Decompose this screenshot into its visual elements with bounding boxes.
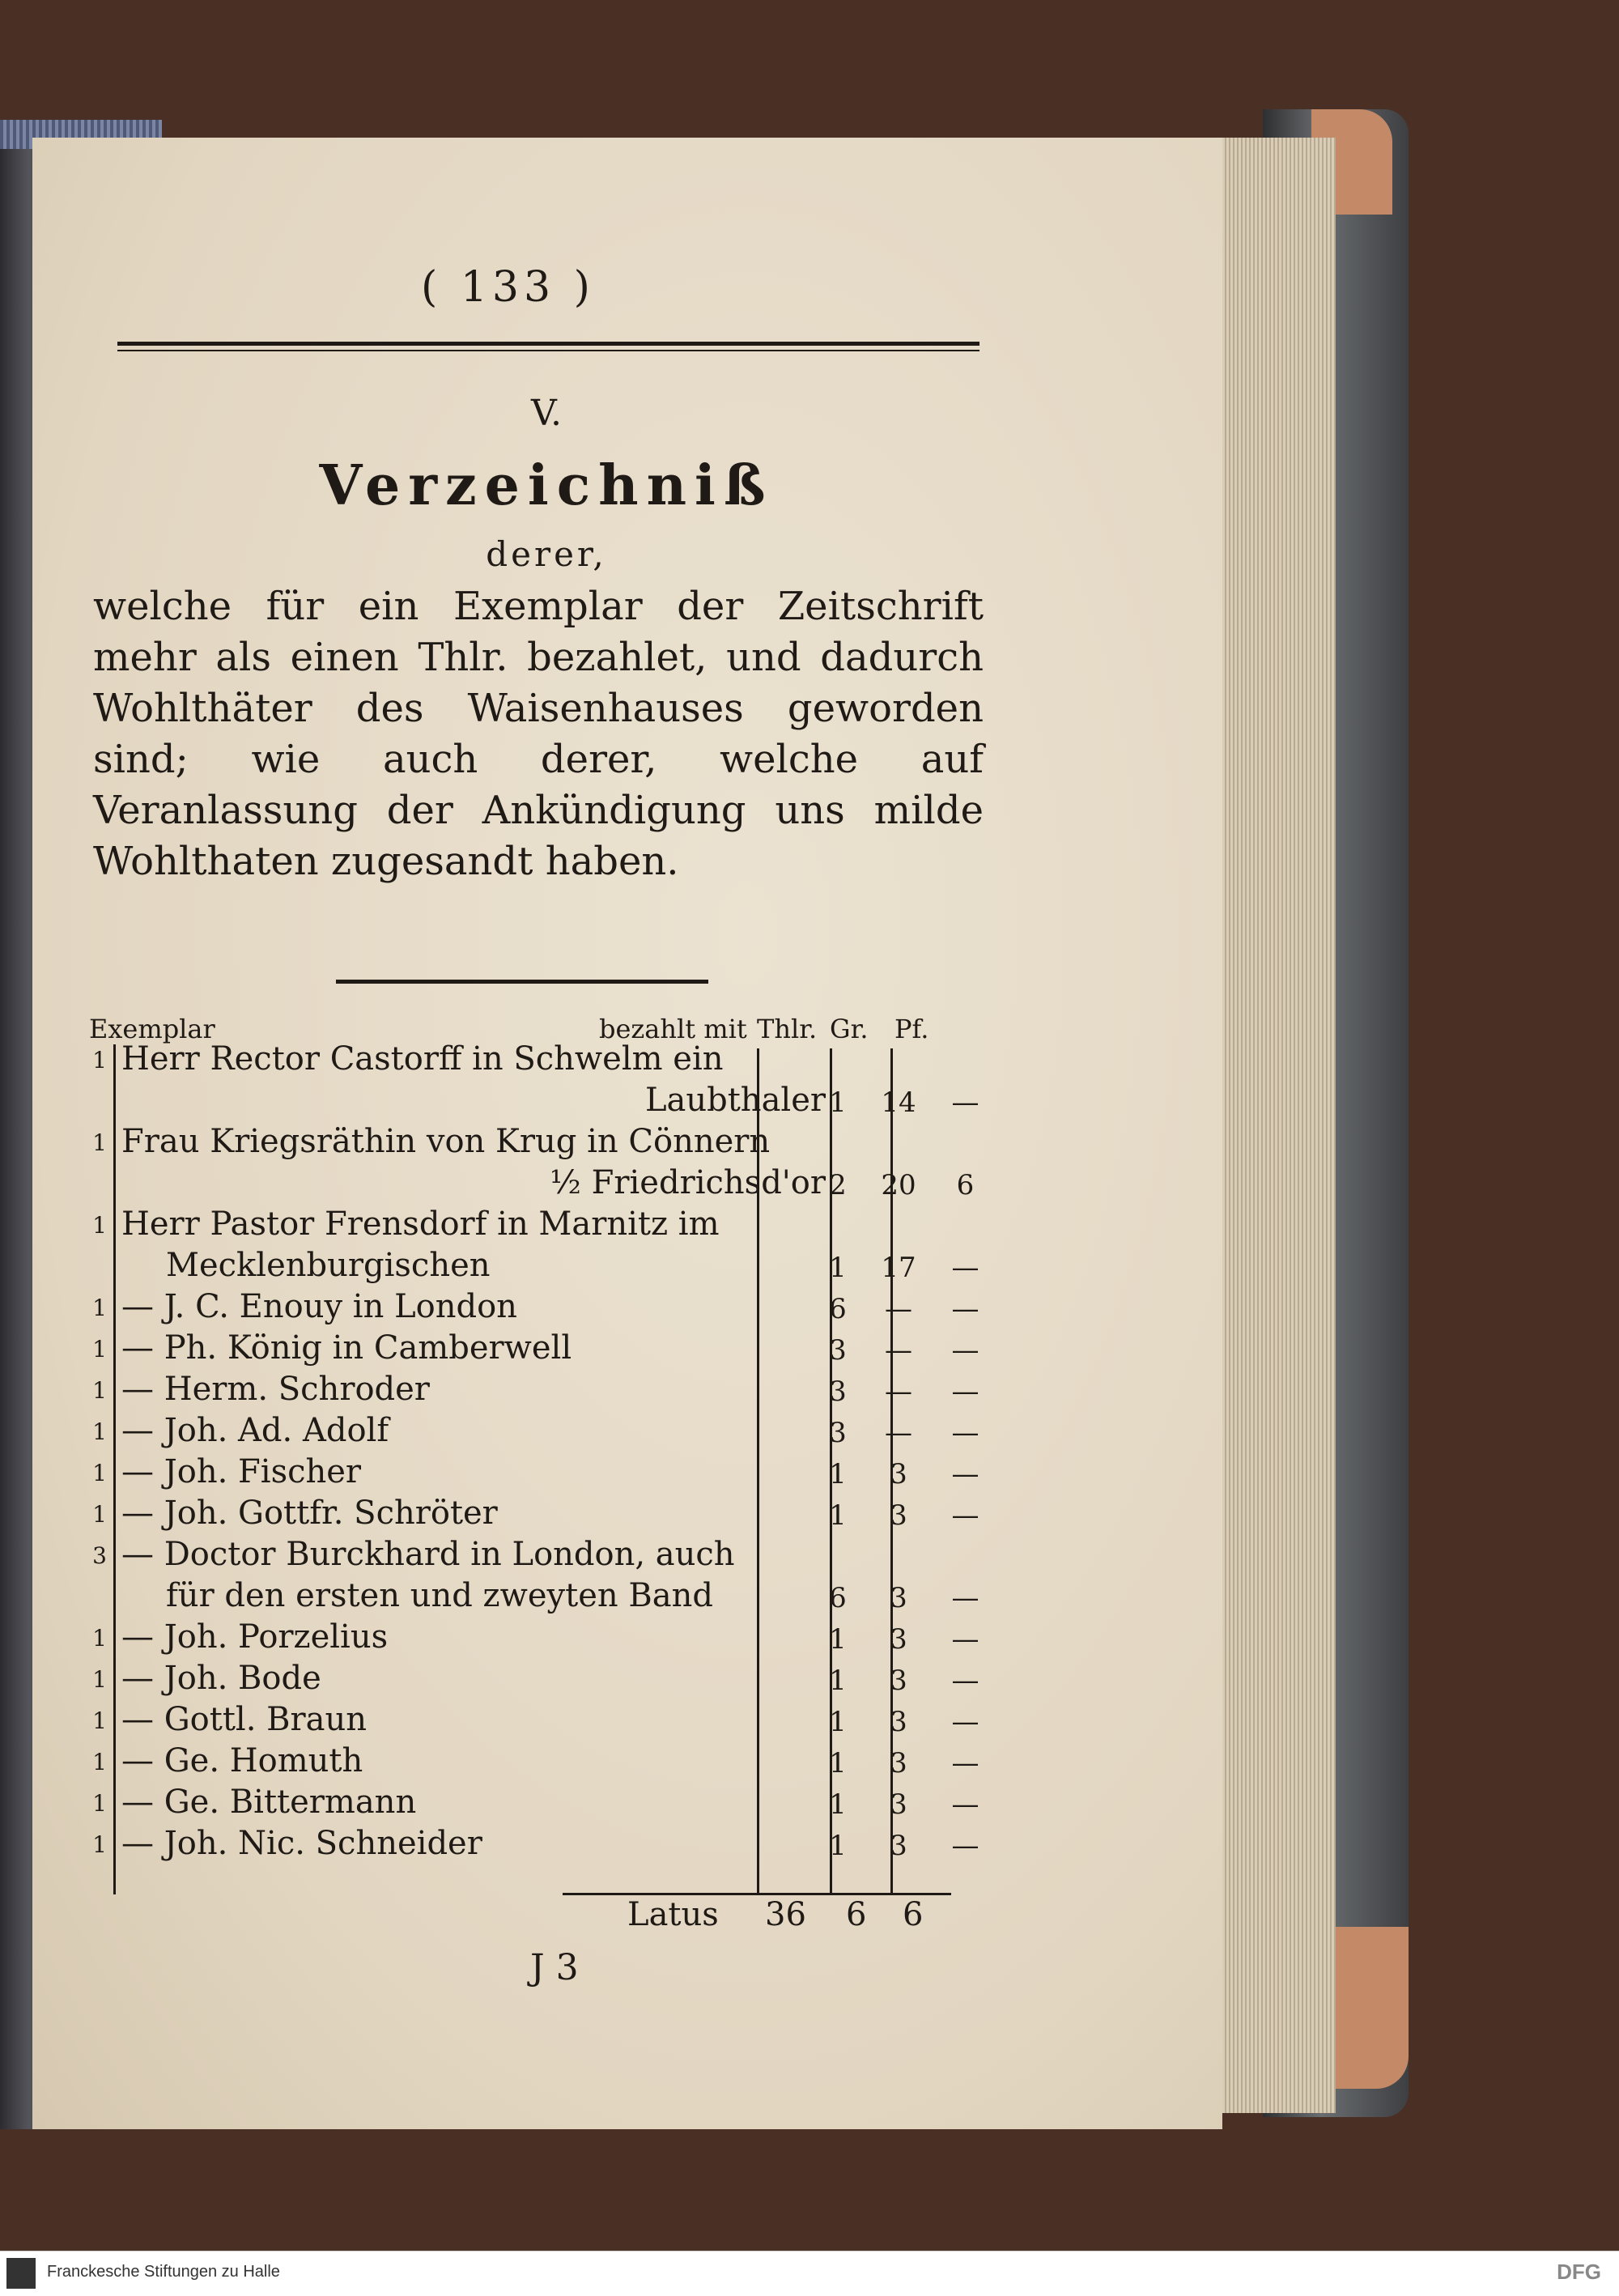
- row-qty: 1: [92, 1418, 107, 1445]
- row-pf: —: [951, 1830, 979, 1862]
- row-name: Herr Rector Castorff in Schwelm ein: [121, 1040, 724, 1078]
- row-pf: —: [951, 1375, 979, 1408]
- row-name: — Joh. Fischer: [121, 1453, 362, 1490]
- table-row: [89, 1660, 996, 1701]
- row-thl: 1: [829, 1747, 847, 1779]
- row-thl: 6: [829, 1582, 847, 1614]
- latus-gr: 6: [846, 1896, 867, 1933]
- row-gr: 17: [881, 1252, 916, 1284]
- row-thl: 1: [829, 1665, 847, 1697]
- row-qty: 1: [92, 1625, 107, 1652]
- table-row: [89, 1164, 996, 1205]
- col-header-thl: Thlr.: [757, 1014, 818, 1044]
- row-gr: 14: [881, 1086, 916, 1119]
- header-rule-thin: [117, 350, 979, 351]
- institution-name: Franckesche Stiftungen zu Halle: [47, 2263, 280, 2281]
- viewer-footer: [0, 2251, 1619, 2296]
- row-qty: 1: [92, 1212, 107, 1239]
- table-row: [89, 1123, 996, 1164]
- row-qty: 1: [92, 1790, 107, 1817]
- row-pf: —: [951, 1499, 979, 1532]
- row-qty: 1: [92, 1047, 107, 1074]
- row-name: — Herm. Schroder: [121, 1371, 430, 1408]
- table-row: [89, 1784, 996, 1825]
- row-gr: 3: [890, 1623, 907, 1656]
- row-name: Frau Kriegsräthin von Krug in Cönnern: [121, 1123, 771, 1160]
- row-thl: 1: [829, 1706, 847, 1738]
- row-thl: 3: [829, 1417, 847, 1449]
- row-qty: 1: [92, 1377, 107, 1404]
- table-row: [89, 1329, 996, 1371]
- row-gr: 3: [890, 1582, 907, 1614]
- table-row: [89, 1040, 996, 1082]
- table-row: [89, 1371, 996, 1412]
- row-gr: —: [885, 1375, 912, 1408]
- row-qty: 1: [92, 1501, 107, 1528]
- table-row: [89, 1536, 996, 1577]
- row-name: — Doctor Burckhard in London, auch: [121, 1536, 735, 1573]
- table-row: [89, 1495, 996, 1536]
- row-name: — Ph. König in Camberwell: [121, 1329, 572, 1367]
- table-row: [89, 1247, 996, 1288]
- table-row: [89, 1825, 996, 1866]
- row-name: — Ge. Homuth: [121, 1742, 363, 1779]
- row-qty: 1: [92, 1707, 107, 1734]
- row-qty: 1: [92, 1666, 107, 1693]
- col-header-paid: bezahlt mit: [599, 1014, 747, 1044]
- row-gr: 3: [890, 1788, 907, 1821]
- header-rule: [117, 342, 979, 346]
- row-name: Herr Pastor Frensdorf in Marnitz im: [121, 1205, 720, 1243]
- row-qty: 3: [92, 1542, 107, 1569]
- row-gr: 3: [890, 1499, 907, 1532]
- row-name: — Ge. Bittermann: [121, 1784, 417, 1821]
- row-name: Mecklenburgischen: [166, 1247, 491, 1284]
- row-pf: —: [951, 1417, 979, 1449]
- book-page: [32, 138, 1222, 2129]
- row-pf: —: [951, 1747, 979, 1779]
- row-gr: 3: [890, 1830, 907, 1862]
- row-name: — Joh. Ad. Adolf: [121, 1412, 389, 1449]
- table-row: [89, 1742, 996, 1784]
- col-header-pf: Pf.: [894, 1014, 929, 1044]
- row-pf: —: [951, 1293, 979, 1325]
- page-edges: [1214, 138, 1336, 2113]
- col-header-exemplar: Exemplar: [89, 1014, 215, 1044]
- row-thl: 1: [829, 1086, 847, 1119]
- row-thl: 2: [829, 1169, 847, 1201]
- row-thl: 3: [829, 1375, 847, 1408]
- row-pf: —: [951, 1458, 979, 1490]
- row-pf: —: [951, 1252, 979, 1284]
- row-name: — J. C. Enouy in London: [121, 1288, 517, 1325]
- table-row: [89, 1205, 996, 1247]
- col-header-gr: Gr.: [830, 1014, 869, 1044]
- row-name: für den ersten und zweyten Band: [166, 1577, 713, 1614]
- signature-mark: J 3: [530, 1947, 579, 1988]
- row-pf: —: [951, 1665, 979, 1697]
- table-row: [89, 1618, 996, 1660]
- row-thl: 1: [829, 1499, 847, 1532]
- leather-corner-bottom: [1328, 1927, 1409, 2089]
- row-pf: —: [951, 1706, 979, 1738]
- row-name: Laubthaler: [644, 1082, 826, 1119]
- row-gr: 3: [890, 1458, 907, 1490]
- donor-list: [89, 1040, 996, 1866]
- row-pf: —: [951, 1334, 979, 1367]
- row-gr: 3: [890, 1747, 907, 1779]
- table-row: [89, 1453, 996, 1495]
- row-gr: —: [885, 1417, 912, 1449]
- row-thl: 1: [829, 1623, 847, 1656]
- page-title: Verzeichniß: [319, 453, 774, 518]
- row-name: — Joh. Porzelius: [121, 1618, 389, 1656]
- institution-logo-icon: [6, 2258, 36, 2289]
- row-gr: 20: [881, 1169, 916, 1201]
- row-gr: —: [885, 1293, 912, 1325]
- row-gr: 3: [890, 1665, 907, 1697]
- row-qty: 1: [92, 1831, 107, 1858]
- row-name: — Joh. Bode: [121, 1660, 321, 1697]
- row-pf: —: [951, 1788, 979, 1821]
- table-row: [89, 1412, 996, 1453]
- row-thl: 1: [829, 1458, 847, 1490]
- row-pf: —: [951, 1623, 979, 1656]
- row-name: ½ Friedrichsd'or: [550, 1164, 826, 1201]
- section-number: V.: [530, 393, 563, 434]
- section-divider: [336, 980, 708, 984]
- latus-label: Latus: [627, 1896, 719, 1933]
- latus-thl: 36: [765, 1896, 806, 1933]
- row-thl: 3: [829, 1334, 847, 1367]
- table-row: [89, 1082, 996, 1123]
- row-thl: 1: [829, 1252, 847, 1284]
- latus-rule: [563, 1893, 951, 1895]
- row-qty: 1: [92, 1336, 107, 1363]
- row-thl: 1: [829, 1830, 847, 1862]
- page-number: ( 133 ): [421, 263, 595, 312]
- row-name: — Gottl. Braun: [121, 1701, 368, 1738]
- intro-paragraph: welche für ein Exemplar der Zeitschrift mehr als einen Thlr. bezahlet, und dadurch Wohlthäter des Waisenhauses geworden sind; wie auch derer, welche auf Veranlassung der Ankündigung uns milde Wohlthaten zugesandt haben.: [93, 584, 984, 884]
- row-name: — Joh. Nic. Schneider: [121, 1825, 482, 1862]
- row-gr: 3: [890, 1706, 907, 1738]
- table-row: [89, 1288, 996, 1329]
- row-thl: 6: [829, 1293, 847, 1325]
- row-pf: 6: [956, 1169, 975, 1201]
- table-row: [89, 1701, 996, 1742]
- row-pf: —: [951, 1582, 979, 1614]
- row-qty: 1: [92, 1749, 107, 1775]
- row-thl: 1: [829, 1788, 847, 1821]
- row-pf: —: [951, 1086, 979, 1119]
- page-subtitle: derer,: [486, 534, 607, 574]
- row-qty: 1: [92, 1460, 107, 1486]
- row-qty: 1: [92, 1129, 107, 1156]
- row-gr: —: [885, 1334, 912, 1367]
- row-name: — Joh. Gottfr. Schröter: [121, 1495, 498, 1532]
- table-row: [89, 1577, 996, 1618]
- dfg-logo: DFG: [1557, 2260, 1601, 2284]
- row-qty: 1: [92, 1295, 107, 1321]
- latus-pf: 6: [903, 1896, 924, 1933]
